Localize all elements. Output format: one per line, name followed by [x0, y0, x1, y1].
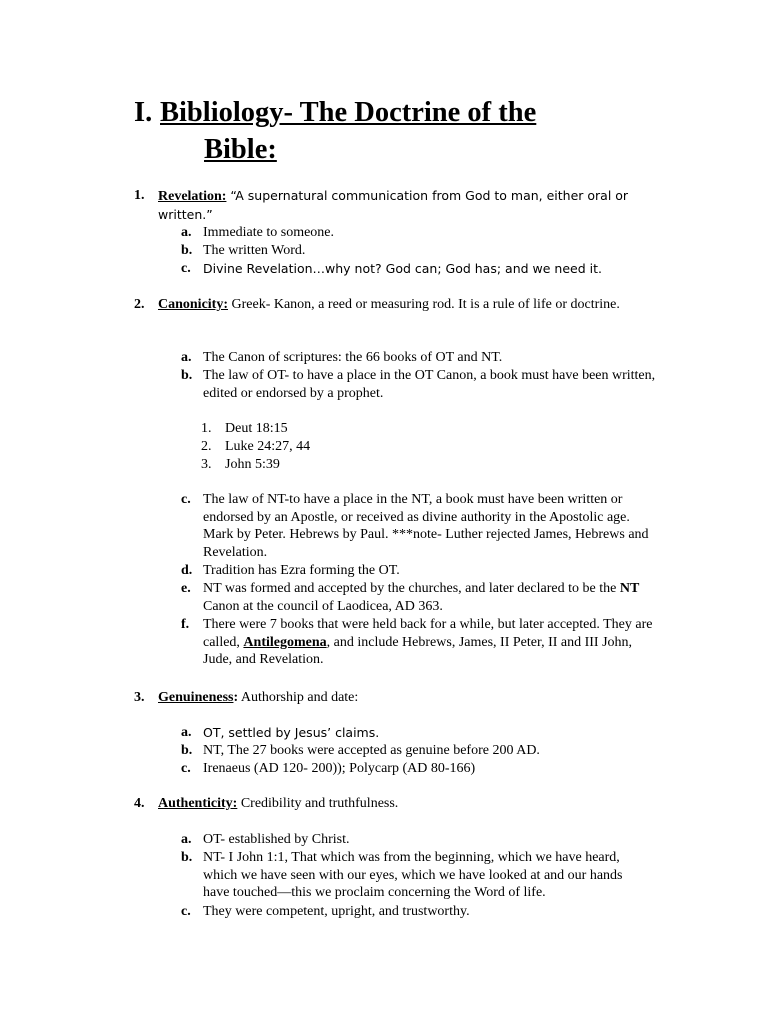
reference-text: Deut 18:15: [225, 421, 288, 436]
item-letter: a.: [181, 725, 192, 740]
item-text: OT- established by Christ.: [203, 832, 350, 847]
item-letter: a.: [181, 225, 192, 240]
item-letter: f.: [181, 617, 190, 632]
item-text: The Canon of scriptures: the 66 books of OT and NT.: [203, 350, 503, 365]
title-number: I.: [134, 97, 153, 128]
section-text: [158, 689, 634, 707]
section-text: [158, 187, 634, 224]
item-text-bold: Antilegomena: [243, 634, 327, 650]
item-text: [203, 616, 663, 669]
item-letter: b.: [181, 368, 193, 383]
item-letter: e.: [181, 581, 191, 596]
item-text: OT, settled by Jesus’ claims.: [203, 725, 380, 740]
item-letter: b.: [181, 243, 193, 258]
item-text: The law of NT-to have a place in the NT, a book must have been written or endorsed by an Apostle, or received as divine authority in the Apostolic age. Mark by Peter. Hebrews by Paul. ***note- Luther rejected James, Hebrews and Revelation.: [203, 492, 649, 560]
section-definition: Greek- Kanon, a reed or measuring rod. It is a rule of life or doctrine.: [228, 297, 620, 312]
item-text: The written Word.: [203, 243, 306, 258]
item-letter: a.: [181, 350, 192, 365]
section-label: Authenticity:: [158, 796, 238, 811]
section-label: Revelation:: [158, 189, 227, 204]
item-text: Tradition has Ezra forming the OT.: [203, 563, 400, 578]
reference-number: 1.: [201, 421, 212, 436]
section-text: [158, 795, 634, 813]
item-text-part: , and include Hebrews, James, II Peter, II and III John, Jude, and Revelation.: [203, 634, 633, 667]
section-definition: “A supernatural communication from God to man, either oral or written.”: [158, 188, 629, 222]
reference-text: Luke 24:27, 44: [225, 439, 311, 454]
reference-text: John 5:39: [225, 457, 280, 472]
item-text: NT, The 27 books were accepted as genuine before 200 AD.: [203, 743, 540, 758]
item-letter: c.: [181, 761, 191, 776]
item-text-bold: NT: [619, 581, 640, 596]
section-number: 1.: [134, 188, 145, 203]
item-text-part: Canon at the council of Laodicea, AD 363.: [203, 598, 443, 614]
item-letter: c.: [181, 492, 191, 507]
title-line-1: Bibliology- The Doctrine of the: [160, 97, 537, 128]
item-letter: a.: [181, 832, 192, 847]
item-text: The law of OT- to have a place in the OT Canon, a book must have been written, edited or endorsed by a prophet.: [203, 368, 656, 401]
reference-number: 3.: [201, 457, 212, 472]
item-letter: c.: [181, 904, 191, 919]
section-number: 3.: [134, 690, 145, 705]
section-number: 4.: [134, 796, 145, 811]
item-text: They were competent, upright, and trustworthy.: [203, 904, 470, 919]
item-text-part: There were 7 books that were held back for a while, but later accepted. They are called,: [203, 617, 653, 650]
section-definition: Credibility and truthfulness.: [237, 796, 399, 811]
reference-number: 2.: [201, 439, 212, 454]
item-text-part: NT was formed and accepted by the churches, and later declared to be the: [203, 581, 620, 596]
item-letter: b.: [181, 743, 193, 758]
item-text: Immediate to someone.: [203, 225, 335, 240]
section-text: [158, 296, 634, 314]
section-label: Genuineness: [158, 690, 234, 705]
item-text: NT- I John 1:1, That which was from the beginning, which we have heard, which we have seen with our eyes, which we have looked at and our hands have touched—this we proclaim concerning the Word of life.: [203, 850, 623, 900]
title-line-2: Bible:: [204, 134, 277, 165]
item-text: Irenaeus (AD 120- 200)); Polycarp (AD 80-166): [203, 761, 476, 776]
item-letter: c.: [181, 261, 191, 276]
section-label: Canonicity:: [158, 297, 228, 312]
item-letter: b.: [181, 850, 193, 865]
section-colon: :: [233, 690, 239, 705]
section-number: 2.: [134, 297, 145, 312]
section-definition: Authorship and date:: [238, 690, 359, 705]
item-letter: d.: [181, 563, 193, 578]
item-text: [203, 580, 663, 615]
item-text: Divine Revelation…why not? God can; God has; and we need it.: [203, 261, 602, 276]
